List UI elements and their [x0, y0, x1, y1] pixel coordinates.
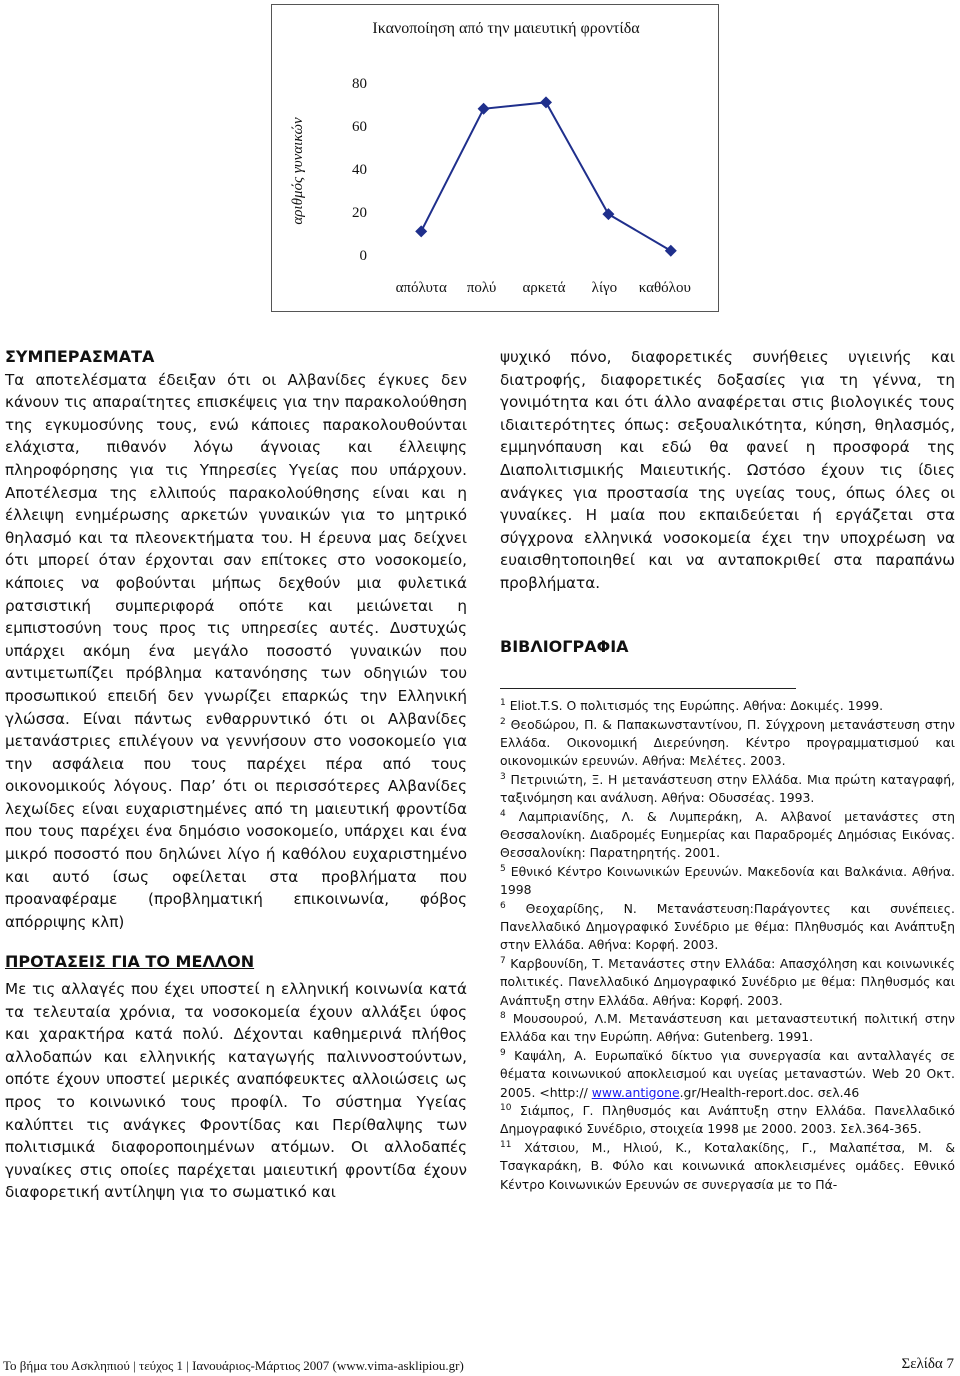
- conclusions-heading: ΣΥΜΠΕΡΑΣΜΑΤΑ: [5, 347, 155, 366]
- page-number: Σελίδα 7: [901, 1356, 954, 1372]
- bibliography-heading: ΒΙΒΛΙΟΓΡΑΦΙΑ: [500, 636, 629, 656]
- left-column: [5, 346, 467, 1204]
- y-tick-label: 0: [359, 248, 367, 264]
- reference-link[interactable]: www.antigone: [591, 1084, 680, 1100]
- data-point-marker: [478, 103, 490, 115]
- reference-item: [500, 808, 955, 863]
- reference-item: [500, 1010, 955, 1047]
- chart-figure: [271, 4, 719, 312]
- reference-text: Καψάλη, Α. Ευρωπαϊκό δίκτυο για συνεργασία και ανταλλαγές σε θέματα κοινωνικού αποκλεισμού και υγείας μεταναστών. Web 20 Οκτ. 2005. <http://: [500, 1047, 955, 1100]
- reference-text: Eliot.T.S. Ο πολιτισμός της Ευρώπης. Αθήνα: Δοκιμές. 1999.: [509, 698, 884, 714]
- reference-number: 10: [500, 1102, 512, 1113]
- reference-number: 6: [500, 900, 506, 911]
- reference-item: [500, 1047, 955, 1102]
- footnote-divider: [500, 688, 796, 689]
- x-tick-label: καθόλου: [638, 280, 691, 296]
- conclusions-paragraph: Τα αποτελέσματα έδειξαν ότι οι Αλβανίδες έγκυες δεν κάνουν τις απαραίτητες επισκέψεις για την παρακολούθηση της εγκυμοσύνης τους, ενώ κάποιες παρακολουθούνται ελάχιστα, πιθανόν λόγω άγνοιας και έλλειψης πληροφόρησης για τις Υπηρεσίες Υγείας που υπάρχουν. Αποτέλεσμα της ελλιπούς παρακολούθησης είναι και η έλλειψη ενημέρωσης αρκετών γυναικών για το μητρικό θηλασμό και τα πλεονεκτήματα του. Η έρευνα μας δείχνει ότι μπορεί όταν έρχονται σαν επίτοκες στο νοσοκομείο, κάποιες να φοβούνται μήπως δεχθούν μια φυλετικά ρατσιστική συμπεριφορά οπότε και μειώνεται η εμπιστοσύνη τους προς τις υπηρεσίες αυτές. Δυστυχώς υπάρχει ακόμη ένα μεγάλο ποσοστό γυναικών που αντιμετωπίζει πρόβλημα κατανόησης των οδηγιών του προσωπικού επειδή δεν γνωρίζει επαρκώς την Ελληνική γλώσσα. Είναι πάντως ενθαρρυντικό ότι οι Αλβανίδες μετανάστριες επιλέγουν να γεννήσουν στο νοσοκομείο για την ασφάλεια που τους παρέχει πέρα από τους οικονομικούς λόγους. Παρ’ ότι οι περισσότερες Αλβανίδες λεχωίδες είναι ευχαριστημένες από τη μαιευτική φροντίδα που τους παρέχει ένα δημόσιο νοσοκομείο, υπάρχει και ένα μικρό ποσοστό που δηλώνει λίγο ή καθόλου ευχαριστημένο και αυτό ίσως οφείλεται στα προβλήματα που προαναφέραμε (προβληματική επικοινωνία, φόβος απόρριψης κλπ): [5, 370, 467, 931]
- x-tick-label: λίγο: [591, 280, 618, 296]
- page-footer: [0, 1356, 960, 1376]
- journal-footer-text: Το βήμα του Ασκληπιού | τεύχος 1 | Ιανουάριος-Μάρτιος 2007 (www.vima-asklipiou.gr): [3, 1358, 464, 1373]
- future-proposals-paragraph: Με τις αλλαγές που έχει υποστεί η ελληνική κοινωνία κατά τα τελευταία χρόνια, τα νοσοκομεία έχουν αλλάξει ύφος και χαρακτήρα κατά πολύ. Δέχονται καθημερινά πλήθος αλλοδαπών και ελληνικής καταγωγής παλιννοστούντων, οπότε έχουν υποστεί μερικές αναπόφευκτες αλλοιώσεις ως προς το κοινωνικό τους προφίλ. Το σύστημα Υγείας καλύπτει τις ανάγκες Φροντίδας και Περίθαλψης των πολιτισμικά διαφοροποιημένων ατόμων. Οι αλλοδαπές γυναίκες στις οποίες παρέχεται μαιευτική φροντίδα έχουν διαφορετική αντίληψη για το σωματικό και: [5, 980, 467, 1202]
- data-point-marker: [602, 208, 614, 220]
- reference-number: 4: [500, 808, 506, 819]
- reference-number: 3: [500, 771, 506, 782]
- reference-item: [500, 771, 955, 808]
- reference-item: [500, 697, 955, 715]
- reference-number: 9: [500, 1047, 506, 1058]
- y-tick-label: 20: [352, 205, 367, 221]
- x-tick-label: απόλυτα: [395, 280, 447, 296]
- reference-text: Λαμπριανίδης, Λ. & Λυμπεράκη, Α. Αλβανοί μετανάστες στη Θεσσαλονίκη. Διαδρομές Ευημερίας και Παραδρομές Δημόσιας Εικόνας. Θεσσαλονίκη: Παρατηρητής. 2001.: [500, 808, 955, 861]
- reference-item: [500, 716, 955, 771]
- reference-number: 5: [500, 863, 506, 874]
- satisfaction-line-chart: [272, 5, 720, 313]
- y-tick-label: 80: [352, 76, 367, 92]
- reference-text: Εθνικό Κέντρο Κοινωνικών Ερευνών. Μακεδονία και Βαλκάνια. Αθήνα. 1998: [500, 863, 955, 898]
- chart-y-axis-label: αριθμός γυναικών: [290, 117, 306, 225]
- reference-number: 7: [500, 955, 506, 966]
- right-column: [500, 346, 955, 1194]
- reference-text: Θεοχαρίδης, Ν. Μετανάστευση:Παράγοντες και συνέπειες. Πανελλαδικό Δημογραφικό Συνέδριο με θέμα: Πληθυσμός και Ανάπτυξη στην Ελλάδα. Αθήνα: Κορφή. 2003.: [500, 900, 955, 953]
- reference-text: Χάτσιου, Μ., Ηλιού, Κ., Κοταλακίδης, Γ., Μαλαπέτσα, Μ. & Τσαγκαράκη, Β. Φύλο και κοινωνικά αποκλεισμένες ομάδες. Εθνικό Κέντρο Κοινωνικών Ερευνών σε συνεργασία με το Πά-: [500, 1139, 955, 1192]
- chart-title: Ικανοποίηση από την μαιευτική φροντίδα: [372, 20, 640, 37]
- reference-item: [500, 1139, 955, 1194]
- y-tick-label: 60: [352, 119, 367, 135]
- data-point-marker: [415, 225, 427, 237]
- reference-text: Πετρινιώτη, Ξ. Η μετανάστευση στην Ελλάδα. Μια πρώτη καταγραφή, ταξινόμηση και ανάλυση. Αθήνα: Οδυσσέας. 1993.: [500, 771, 955, 806]
- reference-text: Μουσουρού, Λ.Μ. Μετανάστευση και μεταναστευτική πολιτική στην Ελλάδα και την Ευρώπη. Αθήνα: Gutenberg. 1991.: [500, 1011, 955, 1045]
- reference-text: .gr/Health-report.doc. σελ.46: [679, 1084, 860, 1100]
- reference-text: Θεοδώρου, Π. & Παπακωνσταντίνου, Π. Σύγχρονη μετανάστευση στην Ελλάδα. Οικονομική Διερεύνηση. Κέντρο προγραμματισμού και οικονομικών ερευνών. Αθήνα: Μελέτες. 2003.: [500, 716, 955, 769]
- reference-item: [500, 1102, 955, 1139]
- data-point-marker: [540, 96, 552, 108]
- reference-item: [500, 863, 955, 900]
- references-list: [500, 697, 955, 1194]
- reference-item: [500, 900, 955, 955]
- series-line: [421, 102, 671, 250]
- reference-number: 1: [500, 698, 506, 708]
- data-point-marker: [665, 245, 677, 257]
- reference-number: 11: [500, 1139, 512, 1150]
- reference-number: 8: [500, 1010, 506, 1021]
- x-tick-label: πολύ: [466, 280, 497, 296]
- continued-paragraph: ψυχικό πόνο, διαφορετικές συνήθειες υγιεινής και διατροφής, διαφορετικές δοξασίες για τη γέννα, τη γονιμότητα και ότι άλλο αναφέρεται στις βιολογικές τους ιδιαιτερότητες όπως: σεξουαλικότητα, κύηση, θηλασμός, εμμηνόπαυση και εδώ θα φανεί η προσφορά της Διαπολιτισμικής Μαιευτικής. Ωστόσο έχουν τις ίδιες ανάγκες για προστασία της υγείας τους, όπως όλες οι γυναίκες. Η μαία που εκπαιδεύεται ή εργάζεται στα σύγχρονα ελληνικά νοσοκομεία έχει την υποχρέωση να ευαισθητοποιηθεί και να ανταποκριθεί στα παραπάνω προβλήματα.: [500, 348, 955, 592]
- reference-item: [500, 955, 955, 1010]
- future-proposals-heading: ΠΡΟΤΑΣΕΙΣ ΓΙΑ ΤΟ ΜΕΛΛΟΝ: [5, 952, 255, 972]
- x-tick-label: αρκετά: [522, 280, 566, 296]
- reference-text: Καρβουνίδη, Τ. Μετανάστες στην Ελλάδα: Απασχόληση και κοινωνικές πολιτικές. Πανελλαδικό Δημογραφικό Συνέδριο με θέμα: Πληθυσμός και Ανάπτυξη στην Ελλάδα. Αθήνα: Κορφή. 2003.: [500, 955, 955, 1008]
- reference-text: Σιάμπος, Γ. Πληθυσμός και Ανάπτυξη στην Ελλάδα. Πανελλαδικό Δημογραφικό Συνέδριο, στοιχεία 1998 με 2000. 2003. Σελ.364-365.: [500, 1103, 955, 1137]
- y-tick-label: 40: [352, 162, 367, 178]
- reference-number: 2: [500, 716, 506, 727]
